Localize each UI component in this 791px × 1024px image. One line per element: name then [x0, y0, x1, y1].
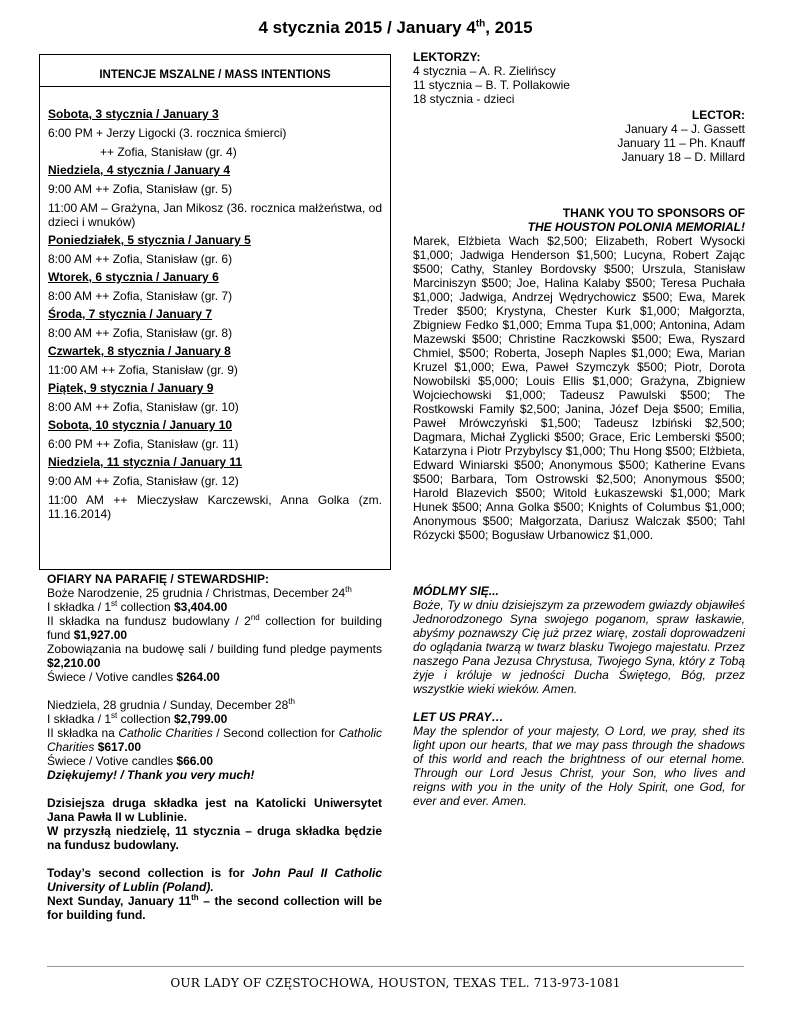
week1-pledge: Zobowiązania na budowę sali / building fund pledge payments $2,210.00 [47, 642, 382, 670]
mass-intention: 6:00 PM + Jerzy Ligocki (3. rocznica śmierci) [48, 126, 287, 140]
mass-intention: 9:00 AM ++ Zofia, Stanisław (gr. 5) [48, 182, 233, 196]
mass-intention: 6:00 PM ++ Zofia, Stanisław (gr. 11) [48, 437, 239, 451]
mass-day-heading: Środa, 7 stycznia / January 7 [48, 307, 213, 321]
week1-first-collection: I składka / 1st collection $3,404.00 [47, 599, 228, 614]
prayer-pl-heading: MÓDLMY SIĘ... [413, 584, 499, 598]
footer-divider [47, 966, 744, 967]
lector-item: January 4 – J. Gassett [624, 122, 745, 136]
sponsors-heading-1: THANK YOU TO SPONSORS OF [562, 206, 745, 220]
stewardship-heading: OFIARY NA PARAFIĘ / STEWARDSHIP: [47, 572, 270, 586]
mass-intentions-box [39, 54, 391, 570]
week1-date: Boże Narodzenie, 25 grudnia / Christmas, December 24th [47, 585, 352, 600]
mass-intention: 9:00 AM ++ Zofia, Stanisław (gr. 12) [48, 474, 239, 488]
notice-pl-1: Dzisiejsza druga składka jest na Katolicki Uniwersytet Jana Pawła II w Lublinie. [47, 796, 382, 824]
week1-candles: Świece / Votive candles $264.00 [47, 670, 220, 684]
right-column [413, 50, 745, 808]
sponsors-list: Marek, Elżbieta Wach $2,500; Elizabeth, Robert Wysocki $1,000; Jadwiga Henderson $1,500; Lucyna, Robert Zając $500; Cathy, Stanley Bordovsky $500; Urszula, Stanisław Marciniszyn $500; Joe, Halina Kalaby $500; Teresa Puchała $1,000; Jadwiga, Andrzej Wędrychowicz $500; Ewa, Marek Treder $500; Krystyna, Chester Kurk $1,000; Małgorzta, Zbigniew Fedko $1,000; Emma Tupa $1,000; Antonina, Adam Mazewski $500; Christine Raczkowski $500; Ewa, Ryszard Chmiel, $500; Roberta, Joseph Naples $1,000; Ewa, Marian Kruzel $1,000; Ewa, Paweł Szymczyk $500; Piotr, Dorota Nowobilski $5,000; Louis Ellis $1,000; Grażyna, Zbigniew Wojciechowski $1,000; Tadeusz Pawulski $500; The Rostkowski Family $2,500; Janina, Józef Deja $500; Emilia, Paweł Mrówczyński $1,500; Tadeusz Izbiński $2,500; Dagmara, Michał Zyglicki $500; Grace, Eric Lemberski $500; Katarzyna i Piotr Przybylscy $1,000; Thu Hong $500; Elżbieta, Edward Winiarski $500; Anonymous $500; Katherine Evans $500; Barbara, Tom Ostrowski $2,500; Anonymous $500; Harold Blazevich $500; Witold Łukaszewski $1,000; Mark Hunek $500; Anna Golka $500; Knights of Columbus $1,000; Anonymous $500; Małgorzata, Dariusz Walczak $500; Tahl Rózycki $500; Bogusław Urbanowicz $1,000. [413, 234, 745, 542]
prayer-pl-text: Boże, Ty w dniu dzisiejszym za przewodem gwiazdy objawiłeś Jednorodzonego Syna swojego poganom, spraw łaskawie, abyśmy poznawszy Cię już przez wiarę, zostali doprowadzeni do oglądania twarzą w twarz blasku Twojego majestatu. Przez naszego Pana Jezusa Chrystusa, Twojego Syna, który z Tobą żyje i króluje w jedności Ducha Świętego, Bóg, przez wszystkie wieki wieków. Amen. [413, 598, 745, 696]
prayer-en-heading: LET US PRAY… [413, 710, 504, 724]
notice-en-1: Today’s second collection is for John Paul II Catholic University of Lublin (Poland). [47, 866, 382, 894]
stewardship-section [47, 572, 382, 936]
week2-date: Niedziela, 28 grudnia / Sunday, December 28th [47, 697, 295, 712]
thank-you-line: Dziękujemy! / Thank you very much! [47, 768, 255, 782]
lektorzy-item: 18 stycznia - dzieci [413, 92, 515, 106]
mass-day-heading: Wtorek, 6 stycznia / January 6 [48, 270, 219, 284]
mass-intention: 8:00 AM ++ Zofia, Stanisław (gr. 6) [48, 252, 233, 266]
lector-item: January 18 – D. Millard [621, 150, 745, 164]
mass-day-heading: Czwartek, 8 stycznia / January 8 [48, 344, 231, 358]
mass-intention: ++ Zofia, Stanisław (gr. 4) [100, 145, 237, 159]
mass-day-heading: Niedziela, 4 stycznia / January 4 [48, 163, 231, 177]
prayer-en-text: May the splendor of your majesty, O Lord, we pray, shed its light upon our hearts, that we may pass through the shadows of this world and reach the brightness of our eternal home. Through our Lord Jesus Christ, your Son, who lives and reigns with you in the unity of the Holy Spirit, one God, for ever and ever. Amen. [413, 724, 745, 808]
lektorzy-heading: LEKTORZY: [413, 50, 481, 64]
mass-intentions-heading: INTENCJE MSZALNE / MASS INTENTIONS [40, 55, 390, 87]
mass-intention: 11:00 AM – Grażyna, Jan Mikosz (36. rocznica małżeństwa, od dzieci i wnuków) [48, 201, 382, 229]
mass-day-heading: Sobota, 10 stycznia / January 10 [48, 418, 233, 432]
notice-pl-2: W przyszłą niedzielę, 11 stycznia – druga składka będzie na fundusz budowlany. [47, 824, 382, 852]
mass-intention: 8:00 AM ++ Zofia, Stanisław (gr. 10) [48, 400, 239, 414]
mass-intention: 11:00 AM ++ Mieczysław Karczewski, Anna Golka (zm. 11.16.2014) [48, 493, 382, 521]
page-title: 4 stycznia 2015 / January 4th, 2015 [258, 18, 533, 37]
mass-day-heading: Sobota, 3 stycznia / January 3 [48, 107, 219, 121]
mass-day-heading: Piątek, 9 stycznia / January 9 [48, 381, 214, 395]
mass-intentions-list [40, 87, 390, 521]
week2-candles: Świece / Votive candles $66.00 [47, 754, 214, 768]
lektorzy-item: 4 stycznia – A. R. Zielińscy [413, 64, 556, 78]
mass-intention: 8:00 AM ++ Zofia, Stanisław (gr. 8) [48, 326, 233, 340]
mass-day-heading: Niedziela, 11 stycznia / January 11 [48, 455, 243, 469]
mass-intention: 8:00 AM ++ Zofia, Stanisław (gr. 7) [48, 289, 233, 303]
parish-footer: OUR LADY OF CZĘSTOCHOWA, HOUSTON, TEXAS TEL. 713-973-1081 [170, 976, 621, 990]
notice-en-2: Next Sunday, January 11th – the second collection will be for building fund. [47, 893, 382, 922]
mass-day-heading: Poniedziałek, 5 stycznia / January 5 [48, 233, 251, 247]
week2-second-collection: II składka na Catholic Charities / Second collection for Catholic Charities $617.00 [47, 726, 382, 754]
lector-heading: LECTOR: [691, 108, 745, 122]
week1-second-collection: II składka na fundusz budowlany / 2nd collection for building fund $1,927.00 [47, 613, 382, 642]
lector-item: January 11 – Ph. Knauff [617, 136, 745, 150]
sponsors-heading-2: THE HOUSTON POLONIA MEMORIAL! [527, 220, 745, 234]
lektorzy-item: 11 stycznia – B. T. Pollakowie [413, 78, 570, 92]
mass-intention: 11:00 AM ++ Zofia, Stanisław (gr. 9) [48, 363, 238, 377]
week2-first-collection: I składka / 1st collection $2,799.00 [47, 711, 228, 726]
